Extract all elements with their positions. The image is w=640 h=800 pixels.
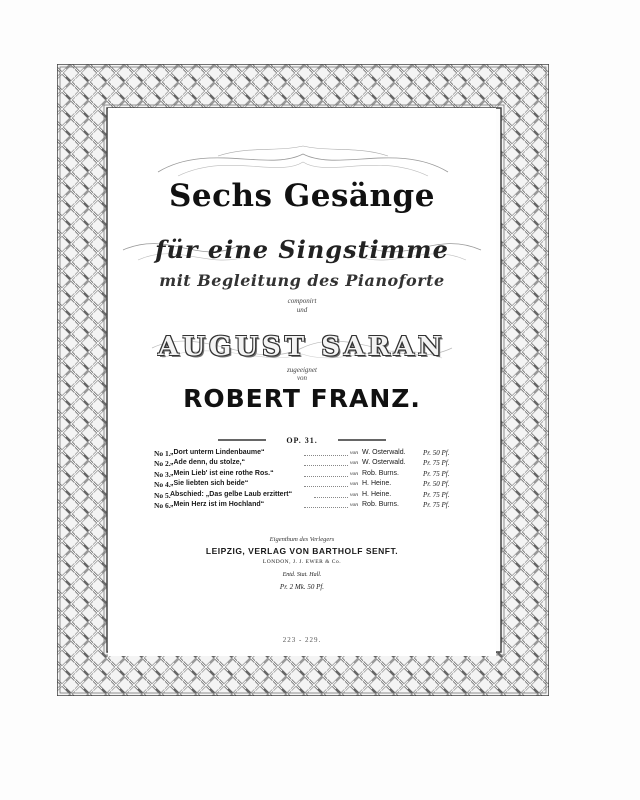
leader-dots bbox=[304, 486, 348, 487]
leader-dots bbox=[304, 455, 348, 456]
song-poet: W. Osterwald. bbox=[362, 449, 406, 456]
song-von: von bbox=[350, 470, 358, 477]
von-label: von bbox=[296, 374, 308, 382]
song-poet: H. Heine. bbox=[362, 480, 392, 488]
song-number: No 4. bbox=[154, 480, 171, 490]
song-von: von bbox=[350, 481, 358, 488]
publisher-london: LONDON, J. J. EWER & Co. bbox=[262, 559, 342, 565]
leader-dots bbox=[314, 497, 348, 498]
song-number: No 6. bbox=[154, 500, 171, 510]
publisher-owner: Eigenthum des Verlegers bbox=[269, 536, 335, 543]
composer-name: AUGUST SARAN bbox=[158, 332, 446, 362]
song-von: von bbox=[350, 491, 358, 498]
plate-number: 223 - 229. bbox=[282, 636, 322, 644]
song-number: No 5. bbox=[154, 490, 171, 500]
song-poet: W. Osterwald. bbox=[362, 459, 406, 467]
title-content bbox=[108, 108, 496, 656]
song-item bbox=[154, 491, 454, 501]
song-number: No 1. bbox=[154, 449, 171, 458]
song-item bbox=[154, 459, 454, 469]
page-title: Sechs Gesänge bbox=[169, 178, 435, 214]
song-item bbox=[154, 480, 454, 490]
song-price: Pr. 75 Pf. bbox=[423, 500, 450, 509]
song-title: „Sie liebten sich beide“ bbox=[170, 480, 249, 488]
publisher-name: LEIPZIG, VERLAG VON BARTHOLF SENFT. bbox=[205, 546, 399, 556]
song-price: Pr. 75 Pf. bbox=[423, 490, 450, 499]
top-flourish-icon bbox=[148, 142, 458, 182]
dedicatee-name: ROBERT FRANZ. bbox=[183, 384, 421, 413]
dedication-label: zugeeignet bbox=[287, 366, 317, 374]
song-title: „Ade denn, du stolze,“ bbox=[170, 459, 246, 467]
composed-label: componirt bbox=[287, 297, 317, 305]
song-item bbox=[154, 449, 454, 459]
song-title: „Mein Herz ist im Hochland“ bbox=[170, 500, 265, 508]
song-price: Pr. 75 Pf. bbox=[423, 459, 450, 468]
leader-dots bbox=[304, 476, 348, 477]
opus-number: OP. 31. bbox=[286, 436, 318, 445]
song-number: No 2. bbox=[154, 459, 171, 469]
leader-dots bbox=[304, 465, 348, 466]
song-price: Pr. 75 Pf. bbox=[423, 469, 450, 478]
song-price: Pr. 50 Pf. bbox=[423, 480, 450, 489]
song-item bbox=[154, 501, 454, 511]
song-von: von bbox=[350, 460, 358, 467]
song-poet: H. Heine. bbox=[362, 490, 392, 498]
and-label: und bbox=[296, 306, 308, 314]
song-list bbox=[154, 449, 454, 511]
registration-note: Entd. Stat. Hall. bbox=[282, 572, 322, 578]
song-poet: Rob. Burns. bbox=[362, 500, 399, 508]
subtitle-voice: für eine Singstimme bbox=[155, 235, 449, 264]
song-poet: Rob. Burns. bbox=[362, 469, 399, 477]
song-price: Pr. 50 Pf. bbox=[423, 449, 450, 457]
song-item bbox=[154, 470, 454, 480]
subtitle-accompaniment: mit Begleitung des Pianoforte bbox=[159, 271, 445, 290]
song-number: No 3. bbox=[154, 469, 171, 479]
song-von: von bbox=[350, 501, 358, 508]
leader-dots bbox=[304, 507, 348, 508]
song-title: Abschied: „Das gelbe Laub erzittert“ bbox=[170, 490, 293, 498]
song-title: „Dort unterm Lindenbaume“ bbox=[170, 449, 265, 456]
total-price: Pr. 2 Mk. 50 Pf. bbox=[279, 583, 325, 591]
song-title: „Mein Lieb' ist eine rothe Ros.“ bbox=[170, 469, 274, 477]
song-von: von bbox=[350, 450, 358, 456]
